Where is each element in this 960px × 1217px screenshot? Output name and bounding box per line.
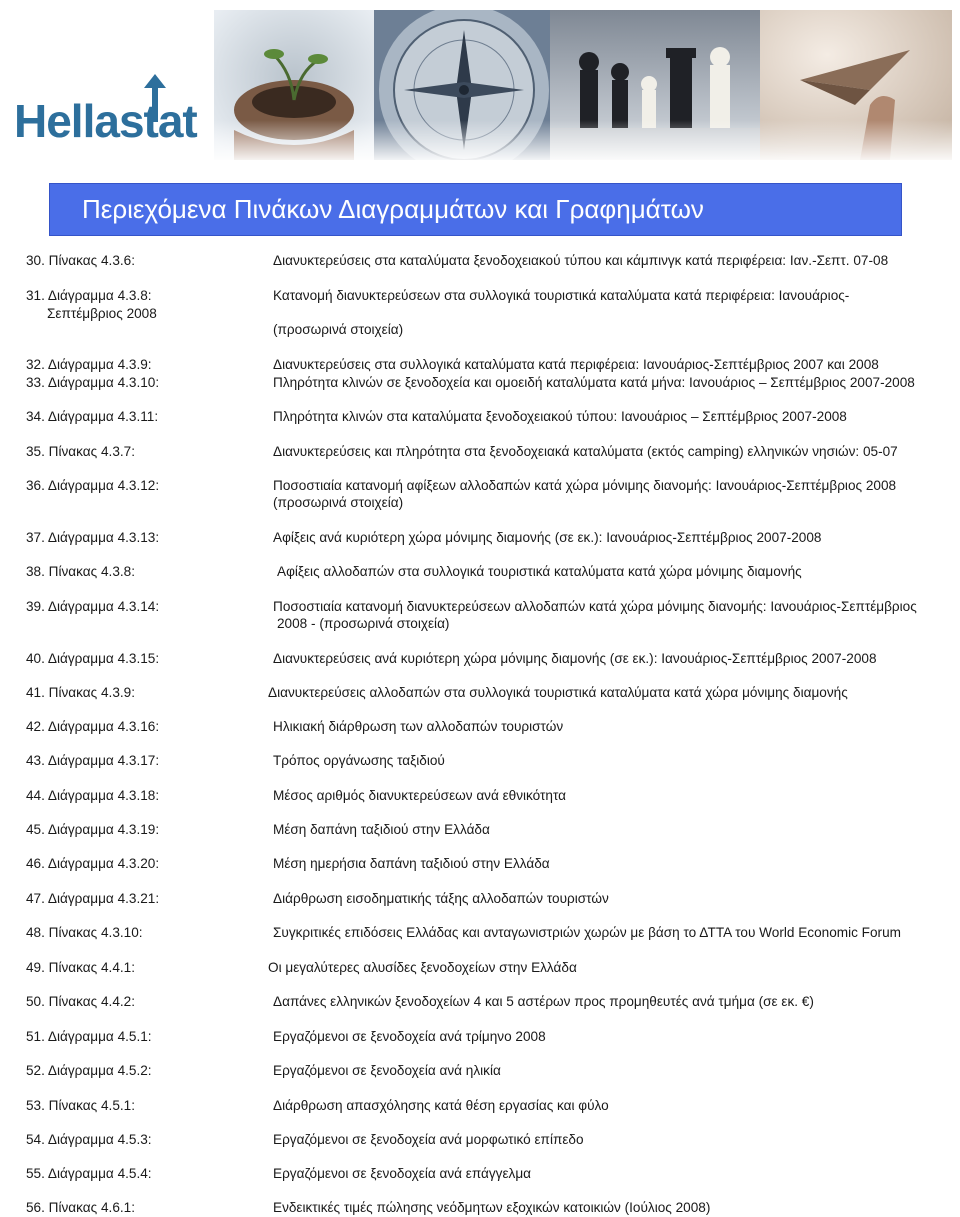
entry-ref: 32. Διάγραμμα 4.3.9: [26,357,152,372]
entry-desc-continuation: 2008 - (προσωρινά στοιχεία) [277,616,450,631]
entry-desc: Εργαζόμενοι σε ξενοδοχεία ανά μορφωτικό επίπεδο [273,1132,584,1147]
entry-desc: Αφίξεις ανά κυριότερη χώρα μόνιμης διαμονής (σε εκ.): Ιανουάριος-Σεπτέμβριος 2007-2008 [273,530,822,545]
entry-desc-continuation: (προσωρινά στοιχεία) [273,495,404,510]
entry-desc: Ηλικιακή διάρθρωση των αλλοδαπών τουριστών [273,719,564,734]
entry-ref: 49. Πίνακας 4.4.1: [26,960,135,975]
entry-ref: 31. Διάγραμμα 4.3.8: [26,288,152,303]
entry-desc: Διανυκτερεύσεις στα καταλύματα ξενοδοχειακού τύπου και κάμπινγκ κατά περιφέρεια: Ιαν.-Σεπτ. 07-08 [273,253,889,268]
entry-desc: Πληρότητα κλινών σε ξενοδοχεία και ομοειδή καταλύματα κατά μήνα: Ιανουάριος – Σεπτέμβριος 2007-2008 [273,375,915,390]
entry-desc: Οι μεγαλύτερες αλυσίδες ξενοδοχείων στην Ελλάδα [268,960,577,975]
entry-desc: Κατανομή διανυκτερεύσεων στα συλλογικά τουριστικά καταλύματα κατά περιφέρεια: Ιανουάριος- [273,288,850,303]
entry-desc: Συγκριτικές επιδόσεις Ελλάδας και ανταγωνιστριών χωρών με βάση το ΔΤΤΑ του World Economic Forum [273,925,901,940]
entry-ref: 52. Διάγραμμα 4.5.2: [26,1063,152,1078]
page-header [0,0,960,170]
entry-ref: 54. Διάγραμμα 4.5.3: [26,1132,152,1147]
entry-ref: 42. Διάγραμμα 4.3.16: [26,719,160,734]
entry-desc: Πληρότητα κλινών στα καταλύματα ξενοδοχειακού τύπου: Ιανουάριος – Σεπτέμβριος 2007-2008 [273,409,847,424]
entry-ref: 43. Διάγραμμα 4.3.17: [26,753,160,768]
entry-ref: 30. Πίνακας 4.3.6: [26,253,135,268]
entry-ref: 34. Διάγραμμα 4.3.11: [26,409,159,424]
entry-ref: 45. Διάγραμμα 4.3.19: [26,822,160,837]
entry-desc: Μέση δαπάνη ταξιδιού στην Ελλάδα [273,822,490,837]
entry-ref: 51. Διάγραμμα 4.5.1: [26,1029,152,1044]
entry-ref-continuation: Σεπτέμβριος 2008 [47,306,157,321]
entry-ref: 33. Διάγραμμα 4.3.10: [26,375,160,390]
page-title-bar [49,183,902,236]
entry-ref: 47. Διάγραμμα 4.3.21: [26,891,160,906]
entry-ref: 35. Πίνακας 4.3.7: [26,444,135,459]
entry-desc: Διάρθρωση εισοδηματικής τάξης αλλοδαπών τουριστών [273,891,609,906]
entry-ref: 46. Διάγραμμα 4.3.20: [26,856,160,871]
entry-desc: Διανυκτερεύσεις αλλοδαπών στα συλλογικά τουριστικά καταλύματα κατά χώρα μόνιμης διαμονής [268,685,848,700]
entry-ref: 53. Πίνακας 4.5.1: [26,1098,135,1113]
logo-text: Hellastat [14,95,197,147]
entry-ref: 50. Πίνακας 4.4.2: [26,994,135,1009]
entry-ref: 38. Πίνακας 4.3.8: [26,564,135,579]
entry-ref: 36. Διάγραμμα 4.3.12: [26,478,160,493]
entry-desc: Εργαζόμενοι σε ξενοδοχεία ανά τρίμηνο 2008 [273,1029,546,1044]
entry-desc: Εργαζόμενοι σε ξενοδοχεία ανά ηλικία [273,1063,501,1078]
photo-fade [214,120,954,164]
entry-ref: 55. Διάγραμμα 4.5.4: [26,1166,152,1181]
entry-ref: 41. Πίνακας 4.3.9: [26,685,135,700]
entry-desc: Αφίξεις αλλοδαπών στα συλλογικά τουριστικά καταλύματα κατά χώρα μόνιμης διαμονής [277,564,802,579]
entry-desc: Εργαζόμενοι σε ξενοδοχεία ανά επάγγελμα [273,1166,532,1181]
entry-ref: 39. Διάγραμμα 4.3.14: [26,599,160,614]
entry-ref: 40. Διάγραμμα 4.3.15: [26,651,160,666]
entry-ref: 48. Πίνακας 4.3.10: [26,925,143,940]
entry-desc: Διανυκτερεύσεις στα συλλογικά καταλύματα κατά περιφέρεια: Ιανουάριος-Σεπτέμβριος 2007 και 2008 [273,357,879,372]
entry-desc: Δαπάνες ελληνικών ξενοδοχείων 4 και 5 αστέρων προς προμηθευτές ανά τμήμα (σε εκ. €) [273,994,814,1009]
entry-desc: Μέση ημερήσια δαπάνη ταξιδιού στην Ελλάδα [273,856,550,871]
entry-desc: Ενδεικτικές τιμές πώλησης νεόδμητων εξοχικών κατοικιών (Ιούλιος 2008) [273,1200,711,1215]
entry-desc: Ποσοστιαία κατανομή αφίξεων αλλοδαπών κατά χώρα μόνιμης διανομής: Ιανουάριος-Σεπτέμβριος 2008 [273,478,897,493]
entry-desc: Μέσος αριθμός διανυκτερεύσεων ανά εθνικότητα [273,788,567,803]
page-title: Περιεχόμενα Πινάκων Διαγραμμάτων και Γραφημάτων [82,194,704,224]
entry-desc: Διανυκτερεύσεις και πληρότητα στα ξενοδοχειακά καταλύματα (εκτός camping) ελληνικών νησιών: 05-07 [273,444,898,459]
entry-ref: 37. Διάγραμμα 4.3.13: [26,530,160,545]
entry-ref: 56. Πίνακας 4.6.1: [26,1200,135,1215]
entry-desc: Διανυκτερεύσεις ανά κυριότερη χώρα μόνιμης διαμονής (σε εκ.): Ιανουάριος-Σεπτέμβριος 2007-2008 [273,651,877,666]
hellastat-logo [14,74,204,154]
entry-ref: 44. Διάγραμμα 4.3.18: [26,788,160,803]
entry-desc: Τρόπος οργάνωσης ταξιδιού [273,753,445,768]
entry-desc-continuation: (προσωρινά στοιχεία) [273,322,404,337]
entry-desc: Ποσοστιαία κατανομή διανυκτερεύσεων αλλοδαπών κατά χώρα μόνιμης διανομής: Ιανουάριος-Σεπτέμβριος [273,599,917,614]
entry-desc: Διάρθρωση απασχόλησης κατά θέση εργασίας και φύλο [273,1098,609,1113]
